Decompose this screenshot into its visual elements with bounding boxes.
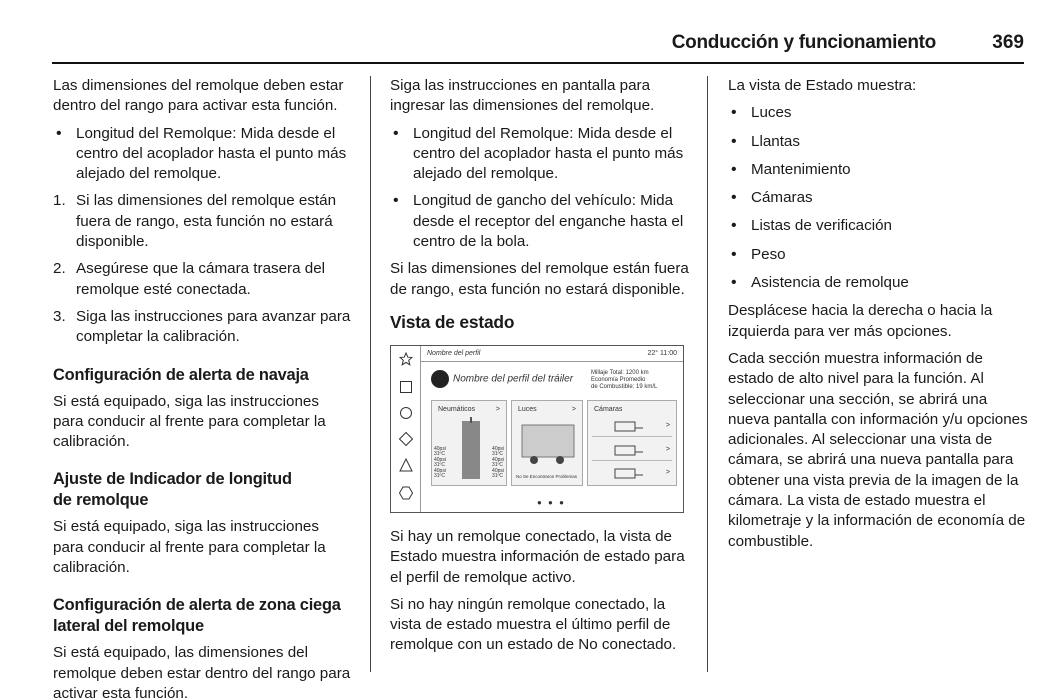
trailer-profile-name	[431, 370, 573, 388]
numbered-step	[53, 307, 353, 348]
paragraph: Si las dimensiones del remolque están fuera de rango, esta función no estará disponible.	[390, 260, 689, 298]
camera-row[interactable]	[592, 465, 672, 483]
bullet-item: • Llantas	[728, 132, 1028, 152]
column-divider-2	[707, 76, 708, 672]
section-heading: Vista de estado	[390, 311, 515, 332]
section-heading: Ajuste de Indicador de longitud de remolque	[53, 470, 292, 510]
trailer-icon	[431, 370, 449, 388]
page-number: 369	[992, 32, 1024, 53]
paragraph: La vista de Estado muestra:	[728, 77, 917, 94]
camera-row[interactable]	[592, 417, 672, 437]
trailer-camera-icon	[614, 444, 644, 458]
paragraph: Siga las instrucciones en pantalla para ingresar las dimensiones del remolque.	[390, 77, 655, 115]
numbered-step	[53, 259, 353, 300]
paragraph: Si no hay ningún remolque conectado, la vista de estado muestra el último perfil de remolque con un estado de No conectado.	[390, 595, 677, 654]
step-number: 3.	[53, 307, 66, 325]
screen-topbar	[421, 346, 683, 362]
card-title: Neumáticos	[438, 405, 475, 413]
column-2	[390, 76, 692, 663]
bullet-item: • Asistencia de remolque	[728, 273, 1028, 293]
chevron-right-icon: >	[665, 445, 670, 453]
hexagon-icon	[399, 486, 413, 500]
section-heading: Configuración de alerta de navaja	[53, 365, 309, 384]
bullet-item: • Longitud de gancho del vehículo: Mida desde el receptor del enganche hasta el centro de la bola.	[390, 191, 692, 252]
circle-icon	[399, 406, 413, 420]
trip-stats	[591, 370, 657, 391]
chevron-right-icon: >	[571, 405, 576, 413]
paragraph: Si está equipado, las dimensiones del remolque deben estar dentro del rango para activar esta función.	[53, 644, 351, 700]
bullet-item: • Listas de verificación	[728, 216, 1028, 236]
paragraph: Si está equipado, siga las instrucciones para conducir al frente para completar la calibración.	[53, 518, 326, 577]
chevron-right-icon: >	[665, 468, 670, 476]
step-text: Siga las instrucciones para avanzar para completar la calibración.	[76, 307, 351, 346]
cameras-card[interactable]	[587, 400, 677, 486]
bullet-item: • Longitud del Remolque: Mida desde el centro del acoplador hasta el punto más alejado del remolque.	[53, 124, 353, 185]
paragraph: Las dimensiones del remolque deben estar dentro del rango para activar esta función.	[53, 77, 344, 115]
step-text: Si las dimensiones del remolque están fuera de rango, esta función no estará disponible.	[76, 192, 337, 251]
square-icon	[399, 380, 413, 394]
card-title: Cámaras	[594, 405, 623, 413]
bullet-item: • Cámaras	[728, 188, 1028, 208]
chevron-right-icon: >	[495, 405, 500, 413]
column-1	[53, 76, 353, 700]
section-title: Conducción y funcionamiento	[671, 32, 936, 53]
page-indicator-dots: ● ● ●	[537, 497, 566, 507]
camera-row[interactable]	[592, 441, 672, 461]
column-3	[728, 76, 1028, 559]
status-view-screen-figure	[390, 345, 684, 513]
numbered-step	[53, 191, 353, 252]
paragraph: Cada sección muestra información de estado de alto nivel para la función. Al seleccionar una sección, se abrirá una nueva pantalla con información y/u opciones adicionales. Al seleccionar una vista de cámara, se abrirá una nueva pantalla para obtener una vista previa de la imagen de la cámara. La vista de estado muestra el kilometraje y la información de economía de combustible.	[728, 349, 1028, 550]
card-title: Luces	[518, 405, 537, 413]
star-icon	[399, 352, 413, 366]
clock-readout: 22° 11:00	[647, 349, 677, 357]
section-heading: Configuración de alerta de zona ciega lateral del remolque	[53, 596, 341, 636]
column-divider-1	[370, 76, 371, 672]
lights-status: No Se Encontraron Problemas	[516, 473, 578, 479]
bullet-item: • Peso	[728, 245, 1028, 265]
lights-card[interactable]	[511, 400, 583, 486]
triangle-icon	[399, 458, 413, 472]
bullet-item: • Longitud del Remolque: Mida desde el centro del acoplador hasta el punto más alejado del remolque.	[390, 124, 692, 185]
tire-readings-left: 40psi 31ºC 40psi 31ºC 40psi 31ºC	[434, 445, 446, 480]
page-header	[52, 30, 1024, 64]
tires-card[interactable]	[431, 400, 507, 486]
bullet-item: • Luces	[728, 103, 1028, 123]
step-number: 1.	[53, 192, 66, 210]
step-text: Asegúrese que la cámara trasera del remolque esté conectada.	[76, 260, 326, 298]
step-number: 2.	[53, 260, 66, 278]
paragraph: Desplácese hacia la derecha o hacia la izquierda para ver más opciones.	[728, 302, 993, 340]
stat-line: de Combustible: 19 km/L	[591, 383, 658, 390]
stat-line: Millaje Total: 1200 km	[591, 369, 649, 376]
stat-line: Economía Promedio	[591, 376, 646, 383]
diamond-icon	[399, 432, 413, 446]
tire-readings-right: 40psi 31ºC 40psi 31ºC 40psi 31ºC	[492, 445, 504, 480]
trailer-top-view	[454, 417, 488, 483]
paragraph: Si hay un remolque conectado, la vista de Estado muestra información de estado para el perfil de remolque activo.	[390, 527, 685, 586]
trailer-profile-text: Nombre del perfil del tráiler	[453, 373, 574, 385]
paragraph: Si está equipado, siga las instrucciones para conducir al frente para completar la calibración.	[53, 392, 326, 451]
trailer-camera-icon	[614, 467, 644, 481]
bullet-item: • Mantenimiento	[728, 160, 1028, 180]
profile-label: Nombre del perfil	[427, 349, 481, 357]
trailer-rear-image	[520, 421, 576, 465]
screen-sidebar	[391, 346, 421, 512]
trailer-camera-icon	[614, 420, 644, 434]
chevron-right-icon: >	[665, 421, 670, 429]
